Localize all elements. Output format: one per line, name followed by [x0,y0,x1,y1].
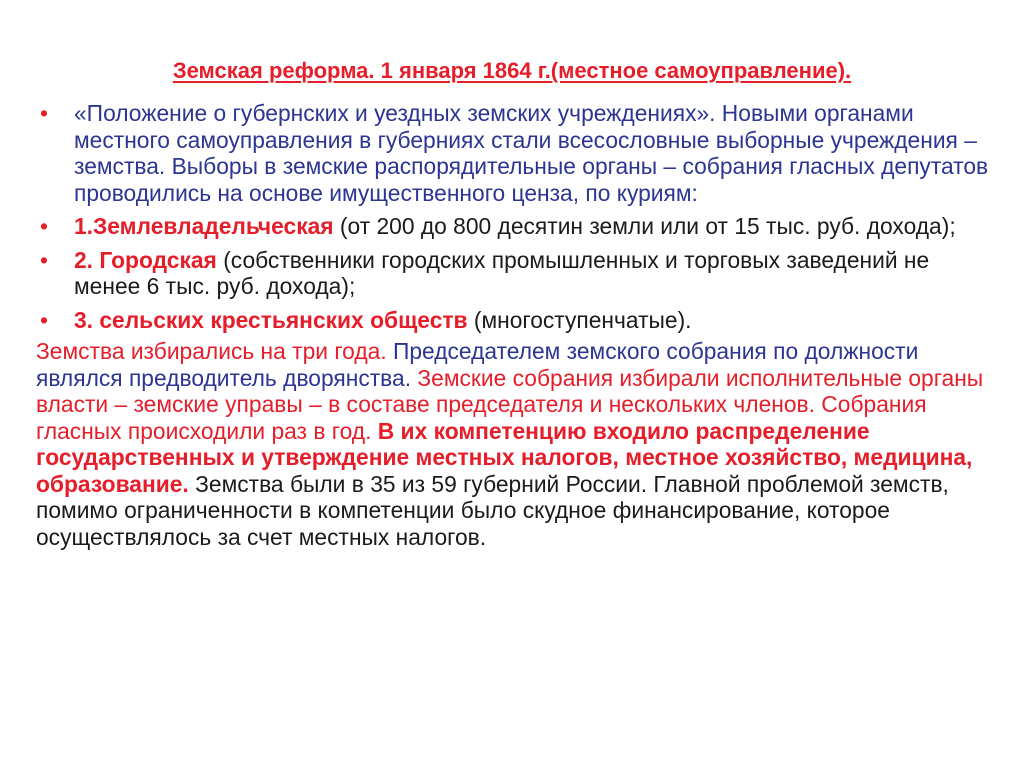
bullet-icon: • [40,213,48,239]
bullet-detail: (многоступенчатые). [467,306,692,333]
bullet-icon: • [40,246,48,273]
bullet-label: 2. Городская [74,246,217,273]
bullet-text: «Положение о губернских и уездных земских учреждениях». Новыми органами местного самоуправления в губерниях стали всесословные выборные учреждения – земства. Выборы в земские распорядительные органы – собрания гласных депутатов проводились на основе имущественного ценза, по куриям: [74,100,989,206]
bullet-label: 1.Землевладельческая [74,213,334,239]
slide-body [36,100,996,550]
summary-paragraph [36,338,996,550]
slide-title: Земская реформа. 1 января 1864 г.(местное самоуправление). [172,58,852,83]
paragraph-sentence-3: Земские собрания избирали исполнительные органы власти – земские управы – в составе председателя и нескольких членов. Собрания гласных происходили раз в год. [36,364,984,444]
bullet-item-curia-urban [36,247,996,300]
bullet-icon: • [40,100,48,126]
bullet-item-curia-peasant [36,307,996,334]
paragraph-sentence-2: Председателем земского собрания по должности являлся предводитель дворянства. [36,338,919,391]
bullet-item-curia-landowners [36,213,996,240]
paragraph-sentence-5: Земства были в 35 из 59 губерний России. Главной проблемой земств, помимо ограниченности в компетенции было скудное финансирование, которое осуществлялось за счет местных налогов. [36,470,949,550]
paragraph-sentence-1: Земства избирались на три года. [36,338,387,364]
bullet-icon: • [40,306,48,333]
bullet-detail: (собственники городских промышленных и торговых заведений не менее 6 тыс. руб. дохода); [74,246,930,299]
bullet-label: 3. сельских крестьянских обществ [74,306,468,333]
bullet-detail: (от 200 до 800 десятин земли или от 15 тыс. руб. дохода); [333,213,956,239]
paragraph-sentence-4: В их компетенцию входило распределение государственных и утверждение местных налогов, местное хозяйство, медицина, образование. [36,417,973,497]
bullet-list [36,100,996,333]
bullet-item-intro [36,100,996,206]
